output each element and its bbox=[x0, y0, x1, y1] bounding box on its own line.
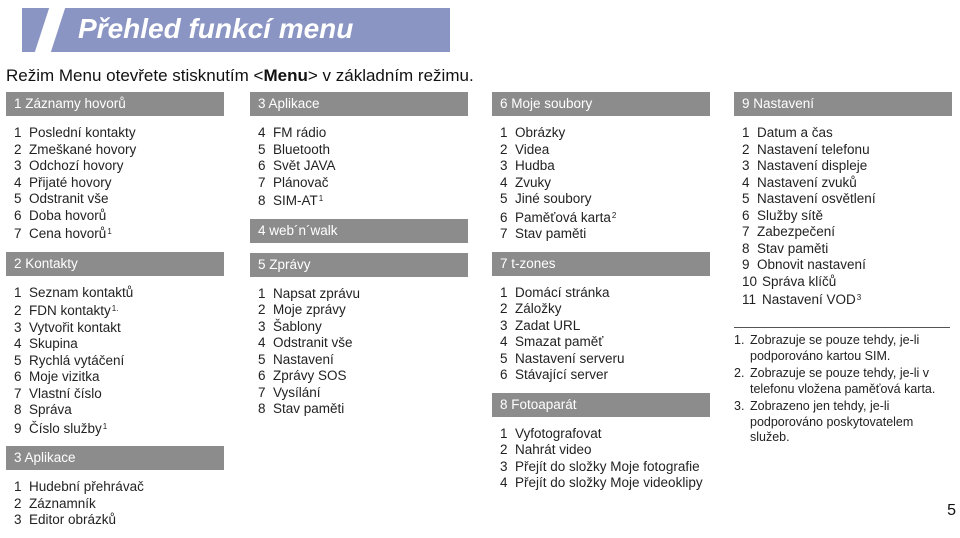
menu-item bbox=[14, 125, 224, 142]
section-header: 2 Kontakty bbox=[6, 252, 224, 276]
menu-item bbox=[258, 401, 468, 418]
menu-key: Menu bbox=[263, 66, 308, 85]
menu-item-number: 1 bbox=[14, 479, 22, 494]
menu-item-label: FM rádio bbox=[273, 125, 327, 140]
menu-item-label: Nahrát video bbox=[515, 442, 592, 457]
menu-item-label: Zmeškané hovory bbox=[29, 141, 137, 157]
footnote-number: 3. bbox=[734, 399, 745, 413]
menu-item-number: 7 bbox=[258, 384, 266, 400]
menu-item-label: Vlastní číslo bbox=[29, 385, 102, 401]
menu-item-label: Stav paměti bbox=[757, 240, 829, 256]
menu-item bbox=[500, 208, 710, 227]
menu-item-number: 1 bbox=[14, 284, 22, 300]
menu-item-number: 9 bbox=[14, 420, 22, 436]
menu-item-label: Zprávy SOS bbox=[273, 368, 347, 383]
footnote-marker: 2 bbox=[611, 210, 617, 220]
menu-column-2 bbox=[250, 92, 468, 427]
menu-item-number: 3 bbox=[258, 318, 266, 334]
menu-list bbox=[250, 243, 468, 253]
menu-item bbox=[500, 475, 710, 492]
menu-item-number: 5 bbox=[258, 141, 266, 157]
menu-item-number: 5 bbox=[14, 352, 22, 368]
menu-item-label: Obnovit nastavení bbox=[757, 257, 866, 272]
menu-item bbox=[258, 335, 468, 352]
menu-item-label: Odstranit vše bbox=[29, 191, 109, 206]
menu-item-number: 4 bbox=[14, 336, 22, 351]
menu-item-label: Správa bbox=[29, 402, 72, 417]
menu-item bbox=[500, 301, 710, 318]
menu-item bbox=[500, 334, 710, 351]
section-header: 4 web´n´walk bbox=[250, 219, 468, 243]
menu-item-label: Smazat paměť bbox=[515, 334, 604, 349]
menu-item-number: 6 bbox=[14, 369, 22, 384]
footnote-text: Zobrazeno jen tehdy, je-li podporováno poskytovatelem služeb. bbox=[750, 399, 914, 444]
menu-item-label: Domácí stránka bbox=[515, 284, 610, 300]
menu-item bbox=[14, 301, 224, 320]
menu-item-number: 6 bbox=[742, 207, 750, 223]
menu-item-number: 5 bbox=[258, 351, 266, 367]
menu-item bbox=[14, 175, 224, 192]
menu-item-number: 2 bbox=[500, 141, 508, 157]
menu-item bbox=[500, 226, 710, 243]
menu-item-label: Přejít do složky Moje fotografie bbox=[515, 458, 700, 474]
menu-item bbox=[14, 158, 224, 175]
menu-item-number: 3 bbox=[500, 158, 508, 173]
menu-item bbox=[742, 224, 952, 241]
menu-item-label: Odchozí hovory bbox=[29, 158, 124, 173]
menu-item-label: Datum a čas bbox=[757, 125, 833, 140]
menu-item-number: 6 bbox=[258, 368, 266, 383]
menu-item-label: Přijaté hovory bbox=[29, 174, 112, 190]
menu-item-label: SIM-AT bbox=[273, 193, 318, 208]
menu-item-number: 1 bbox=[500, 125, 508, 140]
menu-item bbox=[14, 369, 224, 386]
menu-item-number: 5 bbox=[500, 350, 508, 366]
menu-item bbox=[500, 318, 710, 335]
menu-item bbox=[500, 285, 710, 302]
menu-item-number: 9 bbox=[742, 257, 750, 272]
menu-item-number: 4 bbox=[14, 174, 22, 190]
menu-item bbox=[14, 142, 224, 159]
menu-item bbox=[742, 241, 952, 258]
section-header: 5 Zprávy bbox=[250, 253, 468, 277]
menu-item bbox=[14, 496, 224, 513]
menu-item bbox=[14, 479, 224, 496]
menu-item bbox=[500, 158, 710, 175]
menu-item-number: 7 bbox=[742, 224, 750, 239]
footnote-item bbox=[734, 366, 950, 397]
menu-item-label: Rychlá vytáčení bbox=[29, 352, 125, 368]
menu-item bbox=[14, 191, 224, 208]
menu-item-number: 7 bbox=[14, 226, 22, 241]
menu-item-number: 3 bbox=[500, 317, 508, 333]
menu-list bbox=[250, 277, 468, 427]
intro-before: Režim Menu otevřete stisknutím < bbox=[6, 66, 264, 85]
menu-item bbox=[500, 442, 710, 459]
menu-item bbox=[14, 353, 224, 370]
menu-list bbox=[492, 116, 710, 252]
menu-item bbox=[14, 285, 224, 302]
menu-item-number: 4 bbox=[500, 334, 508, 349]
menu-item-number: 8 bbox=[742, 240, 750, 256]
menu-item-label: Napsat zprávu bbox=[273, 285, 361, 301]
menu-item-label: Svět JAVA bbox=[273, 158, 336, 173]
menu-item bbox=[258, 302, 468, 319]
menu-column-1 bbox=[6, 92, 224, 538]
menu-item bbox=[742, 142, 952, 159]
menu-item-number: 11 bbox=[742, 292, 757, 307]
menu-item-number: 2 bbox=[742, 141, 750, 157]
menu-item bbox=[258, 158, 468, 175]
title-banner bbox=[22, 8, 450, 52]
menu-list bbox=[6, 116, 224, 252]
menu-item-label: Plánovač bbox=[273, 174, 329, 190]
menu-item-label: Zadat URL bbox=[515, 317, 581, 333]
section-header: 3 Aplikace bbox=[250, 92, 468, 116]
menu-item bbox=[500, 426, 710, 443]
menu-item-number: 2 bbox=[500, 301, 508, 316]
menu-item-number: 2 bbox=[14, 141, 22, 157]
intro-after: > v základním režimu. bbox=[307, 66, 474, 85]
footnote-item bbox=[734, 333, 950, 364]
menu-item-label: Služby sítě bbox=[757, 207, 824, 223]
menu-item-number: 6 bbox=[500, 209, 508, 225]
menu-item-label: Doba hovorů bbox=[29, 207, 107, 223]
menu-item bbox=[500, 191, 710, 208]
menu-item-label: Správa klíčů bbox=[762, 273, 837, 289]
menu-item-number: 5 bbox=[14, 191, 22, 206]
menu-item-label: Poslední kontakty bbox=[29, 125, 136, 140]
menu-item-number: 1 bbox=[500, 425, 508, 441]
menu-item bbox=[14, 419, 224, 438]
menu-item-label: Obrázky bbox=[515, 125, 566, 140]
footnote-marker: 1 bbox=[318, 194, 324, 203]
menu-item bbox=[500, 367, 710, 384]
menu-item-label: Moje vizitka bbox=[29, 369, 100, 384]
menu-item-label: Záznamník bbox=[29, 495, 96, 511]
menu-item-number: 2 bbox=[500, 442, 508, 457]
menu-item bbox=[258, 385, 468, 402]
footnote-marker: 3 bbox=[856, 293, 862, 302]
section-header: 7 t-zones bbox=[492, 252, 710, 276]
menu-item-number: 4 bbox=[258, 335, 266, 350]
menu-list bbox=[492, 276, 710, 393]
menu-item-label: Záložky bbox=[515, 301, 562, 316]
menu-item-label: Videa bbox=[515, 141, 550, 157]
menu-column-4 bbox=[734, 92, 952, 318]
menu-item-label: Nastavení bbox=[273, 351, 334, 367]
menu-item-label: Odstranit vše bbox=[273, 335, 353, 350]
section-header: 9 Nastavení bbox=[734, 92, 952, 116]
menu-item-label: Nastavení zvuků bbox=[757, 174, 857, 190]
menu-item bbox=[258, 352, 468, 369]
menu-item bbox=[500, 459, 710, 476]
menu-item bbox=[742, 274, 952, 291]
menu-item bbox=[500, 351, 710, 368]
menu-item-number: 4 bbox=[500, 475, 508, 490]
menu-item-label: Šablony bbox=[273, 318, 322, 334]
menu-list bbox=[492, 417, 710, 501]
menu-item-label: Přejít do složky Moje videoklipy bbox=[515, 475, 703, 490]
menu-item bbox=[258, 368, 468, 385]
menu-item bbox=[14, 336, 224, 353]
menu-item bbox=[258, 175, 468, 192]
menu-item bbox=[14, 402, 224, 419]
menu-item-label: Vysílání bbox=[273, 384, 321, 400]
menu-item-number: 4 bbox=[258, 125, 266, 140]
menu-item-label: Stav paměti bbox=[273, 401, 345, 416]
menu-item-number: 8 bbox=[258, 193, 266, 208]
menu-item-label: Stav paměti bbox=[515, 226, 587, 241]
menu-item-number: 4 bbox=[742, 174, 750, 190]
menu-item-number: 6 bbox=[14, 207, 22, 223]
menu-item bbox=[742, 175, 952, 192]
menu-item-label: FDN kontakty bbox=[29, 303, 111, 318]
menu-item-number: 3 bbox=[500, 458, 508, 474]
menu-item-label: Stávající server bbox=[515, 367, 609, 382]
menu-item bbox=[742, 257, 952, 274]
menu-item-number: 3 bbox=[14, 512, 22, 527]
menu-item-number: 5 bbox=[500, 191, 508, 206]
menu-item-number: 7 bbox=[500, 226, 508, 241]
menu-item-label: Nastavení telefonu bbox=[757, 141, 870, 157]
menu-item-number: 7 bbox=[14, 385, 22, 401]
menu-item-label: Paměťová karta bbox=[515, 209, 611, 225]
menu-item-number: 1 bbox=[500, 284, 508, 300]
menu-item bbox=[258, 125, 468, 142]
footnote-number: 2. bbox=[734, 366, 745, 380]
menu-item-number: 8 bbox=[258, 401, 266, 416]
menu-item-label: Nastavení VOD bbox=[762, 292, 856, 307]
menu-item-number: 3 bbox=[14, 319, 22, 335]
menu-item-number: 1 bbox=[258, 285, 266, 301]
menu-list bbox=[6, 470, 224, 538]
menu-item-label: Cena hovorů bbox=[29, 226, 107, 241]
menu-column-3 bbox=[492, 92, 710, 501]
menu-item-number: 1 bbox=[742, 125, 750, 140]
menu-item-number: 2 bbox=[14, 303, 22, 318]
menu-item-label: Jiné soubory bbox=[515, 191, 592, 206]
menu-item bbox=[258, 286, 468, 303]
menu-item bbox=[742, 158, 952, 175]
menu-item-label: Bluetooth bbox=[273, 141, 331, 157]
menu-item bbox=[14, 386, 224, 403]
footnote-item bbox=[734, 399, 950, 446]
footnote-text: Zobrazuje se pouze tehdy, je-li podporováno kartou SIM. bbox=[750, 333, 920, 363]
menu-item-label: Vyfotografovat bbox=[515, 425, 602, 441]
page-number: 5 bbox=[947, 502, 956, 519]
menu-item-number: 8 bbox=[14, 402, 22, 417]
menu-item-number: 2 bbox=[14, 495, 22, 511]
menu-item bbox=[258, 191, 468, 210]
menu-item-label: Vytvořit kontakt bbox=[29, 319, 121, 335]
footnote-marker: 1 bbox=[102, 421, 108, 431]
footnote-number: 1. bbox=[734, 333, 745, 347]
menu-item bbox=[500, 125, 710, 142]
section-header: 6 Moje soubory bbox=[492, 92, 710, 116]
menu-item bbox=[14, 320, 224, 337]
menu-item-number: 1 bbox=[14, 125, 22, 140]
menu-item-label: Zabezpečení bbox=[757, 224, 836, 239]
menu-item-number: 3 bbox=[14, 158, 22, 173]
menu-item-label: Seznam kontaktů bbox=[29, 284, 134, 300]
menu-item-number: 3 bbox=[742, 158, 750, 173]
menu-item-label: Skupina bbox=[29, 336, 78, 351]
menu-item bbox=[258, 142, 468, 159]
page-title: Přehled funkcí menu bbox=[78, 13, 354, 44]
menu-item bbox=[500, 142, 710, 159]
menu-item bbox=[14, 208, 224, 225]
menu-item-label: Nastavení osvětlení bbox=[757, 191, 876, 206]
menu-item-number: 4 bbox=[500, 174, 508, 190]
footnote-marker: 1. bbox=[111, 304, 119, 313]
menu-item bbox=[742, 125, 952, 142]
menu-item-number: 2 bbox=[258, 302, 266, 317]
menu-item-number: 7 bbox=[258, 174, 266, 190]
menu-item-label: Moje zprávy bbox=[273, 302, 346, 317]
menu-item-label: Editor obrázků bbox=[29, 512, 117, 527]
menu-list bbox=[6, 276, 224, 447]
menu-item-label: Hudební přehrávač bbox=[29, 479, 144, 494]
menu-item-label: Nastavení displeje bbox=[757, 158, 868, 173]
menu-list bbox=[734, 116, 952, 318]
menu-item bbox=[742, 191, 952, 208]
menu-item bbox=[258, 319, 468, 336]
menu-item bbox=[500, 175, 710, 192]
section-header: 1 Záznamy hovorů bbox=[6, 92, 224, 116]
menu-item-label: Nastavení serveru bbox=[515, 350, 625, 366]
menu-item-number: 6 bbox=[500, 367, 508, 382]
banner-stripe bbox=[35, 8, 65, 52]
menu-item-label: Zvuky bbox=[515, 174, 552, 190]
menu-list bbox=[250, 116, 468, 219]
menu-item bbox=[742, 208, 952, 225]
menu-item bbox=[742, 290, 952, 309]
footnote-marker: 1 bbox=[107, 227, 112, 236]
menu-item-number: 10 bbox=[742, 273, 758, 289]
menu-item-label: Číslo služby bbox=[29, 420, 102, 436]
menu-item bbox=[14, 512, 224, 529]
footnote-text: Zobrazuje se pouze tehdy, je-li v telefonu vložena paměťová karta. bbox=[750, 366, 936, 396]
footnotes bbox=[734, 327, 950, 448]
menu-item-number: 5 bbox=[742, 191, 750, 206]
menu-item bbox=[14, 224, 224, 243]
section-header: 8 Fotoaparát bbox=[492, 393, 710, 417]
menu-item-number: 6 bbox=[258, 158, 266, 173]
intro-text bbox=[6, 66, 474, 86]
section-header: 3 Aplikace bbox=[6, 446, 224, 470]
menu-item-label: Hudba bbox=[515, 158, 555, 173]
